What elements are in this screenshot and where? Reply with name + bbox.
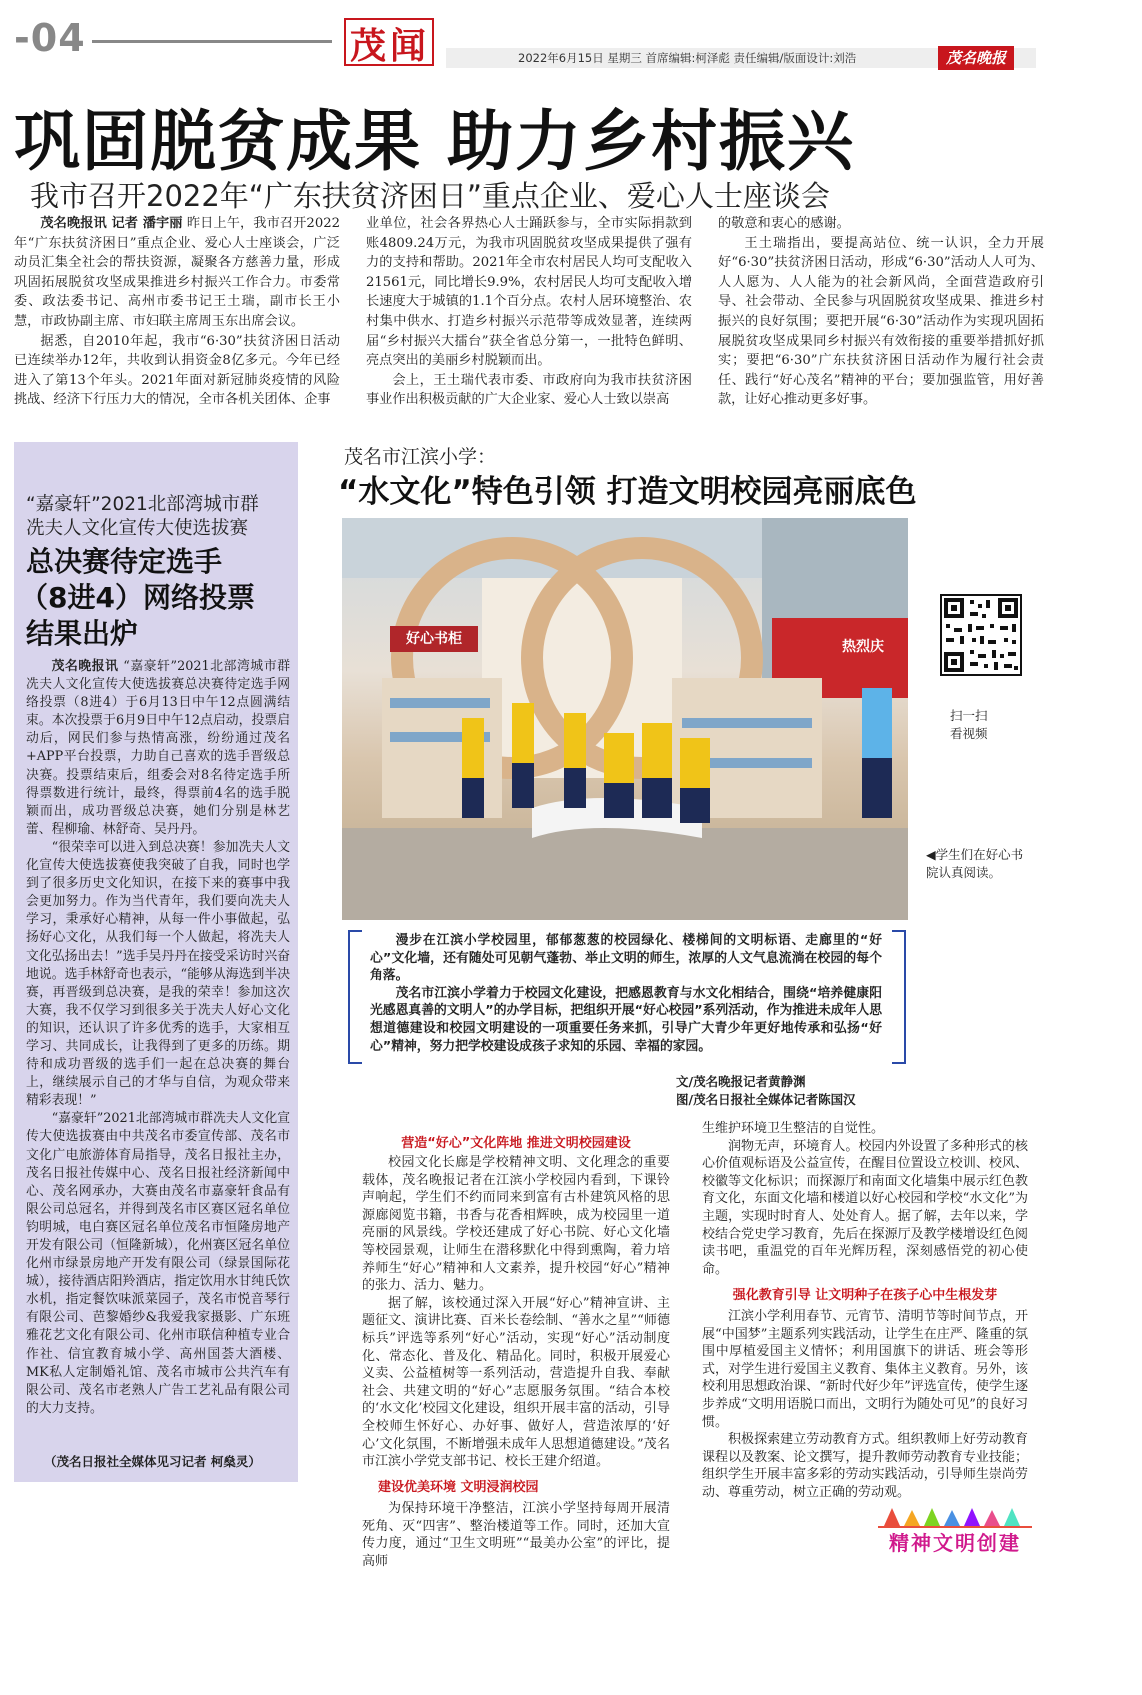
sidebar-lead-in: 茂名晚报讯 <box>51 659 119 674</box>
feature-column-b-1 <box>702 1120 1028 1278</box>
photo-caption: ◀学生们在好心书院认真阅读。 <box>926 847 1024 880</box>
dateline: 2022年6月15日 星期三 首席编辑:柯泽彪 责任编辑/版面设计:刘浩 <box>518 51 857 65</box>
lead-col1-p2: 据悉，自2010年起，我市“6·30”扶贫济困日活动已连续举办12年，共收到认捐资金8亿多元。今年已经进入了第13个年头。2021年面对新冠肺炎疫情的风险挑战、经济下行压力大的情况，全市各机关团体、企事 <box>14 333 340 408</box>
lead-column-2 <box>366 214 693 408</box>
feature-colB-p1: 生维护环境卫生整洁的自觉性。 <box>702 1121 885 1136</box>
qr-label-1: 扫一扫 <box>950 708 988 723</box>
stamp-text: 精神文明创建 <box>878 1526 1032 1556</box>
lead-column-1 <box>14 214 340 408</box>
feature-colB-p3: 江滨小学利用春节、元宵节、清明节等时间节点，开展“中国梦”主题系列实践活动，让学生在庄严、隆重的氛围中厚植爱国主义情怀；利用国旗下的讲话、班会等形式，对学生进行爱国主义教育、集体主义教育。另外，该校利用思想政治课、“新时代好少年”评选宣传，使学生逐步养成“文明用语脱口而出，文明行为随处可见”的良好习惯。 <box>702 1309 1028 1430</box>
sidebar-title-1: 总决赛待定选手 <box>26 545 223 578</box>
photo-sign: 好心书柜 <box>390 626 478 652</box>
feature-colB-p2: 润物无声，环境育人。校园内外设置了多种形式的核心价值观标语及公益宣传，在醒目位置设立校训、校风、校徽等文化标识；而探源厅和南面文化墙集中展示红色教育文化，东面文化墙和楼道以好心校园和学校“水文化”为主题，实现时时育人、处处育人。据了解，去年以来，学校结合党史学习教育，先后在探源厅及教学楼增设红色阅读书吧，重温党的百年光辉历程，深刻感悟党的初心使命。 <box>702 1138 1028 1277</box>
header-rule-left <box>92 40 332 43</box>
intro-box-bracket-right <box>892 930 906 1064</box>
sidebar-body <box>26 658 290 1450</box>
sidebar-p1: “嘉豪轩”2021北部湾城市群冼夫人文化宣传大使选拔赛总决赛待定选手网络投票（8进4）于6月13日中午12点圆满结束。本次投票于6月9日中午12点启动，投票启动后，网民们参与热情高涨，纷纷通过茂名+APP平台投票，力助自己喜欢的选手晋级总决赛。投票结束后，组委会对8名待定选手所得票数进行统计，最终，得票前4名的选手脱颖而出，成功晋级总决赛，她们分别是林艺蕾、程柳瑜、林舒奇、吴丹丹。 <box>26 659 291 837</box>
lead-col3-p2: 王土瑞指出，要提高站位、统一认识，全力开展好“6·30”扶贫济困日活动，形成“6·30”活动人人可为、人人愿为、人人能为的社会新风尚，全面营造政府引导、社会带动、全民参与巩固脱贫攻坚成果、推进乡村振兴的良好氛围；要把开展“6·30”活动作为实现巩固拓展脱贫攻坚成果同乡村振兴有效衔接的重要举措抓好抓实；要把“6·30”广东扶贫济困日活动作为履行社会责任、践行“好心茂名”精神的平台；要加强监管，用好善款，让好心推动更多好事。 <box>718 235 1044 408</box>
paper-name-logo: 茂名晚报 <box>938 46 1014 70</box>
feature-colA-p2: 据了解，该校通过深入开展“好心”精神宣讲、主题征文、演讲比赛、百米长卷绘制、“善水之星”“师德标兵”评选等系列“好心”活动，实现“好心”活动制度化、常态化、普及化、精品化。同时，积极开展爱心义卖、公益植树等一系列活动，营造提升自我、奉献社会、共建文明的“好心”志愿服务氛围。“结合本校的‘水文化’校园文化建设，组织开展丰富的活动，引导全校师生怀好心、办好事、做好人，营造浓厚的‘好心’文化氛围，不断增强未成年人思想道德建设。”茂名市江滨小学党支部书记、校长王建介绍道。 <box>362 1295 670 1470</box>
feature-colB-p4: 积极探索建立劳动教育方式。组织教师上好劳动教育课程以及教案、论文撰写，提升教师劳动教育专业技能；组织学生开展丰富多彩的劳动实践活动，引导师生崇尚劳动、尊重劳动，树立正确的劳动观。 <box>702 1432 1028 1500</box>
feature-column-a-1 <box>362 1154 670 1470</box>
photo-banner: 热烈庆 <box>842 639 884 655</box>
feature-column-b-2 <box>702 1308 1028 1520</box>
sidebar-title-2: （8进4）网络投票 <box>20 581 255 614</box>
qr-code-icon[interactable] <box>940 594 1022 676</box>
intro-p1: 漫步在江滨小学校园里，郁郁葱葱的校园绿化、楼梯间的文明标语、走廊里的“好心”文化墙，还有随处可见朝气蓬勃、举止文明的师生，浓厚的人文气息流淌在校园的每个角落。 <box>370 933 882 984</box>
sidebar-p3: “嘉豪轩”2021北部湾城市群冼夫人文化宣传大使选拔赛由中共茂名市委宣传部、茂名市文化广电旅游体育局指导，茂名日报社主办，茂名日报社传媒中心、茂名日报社经济新闻中心、茂名网承办，大赛由茂名市嘉豪轩食品有限公司总冠名，并得到茂名市区赛区冠名单位钧明城，电白赛区冠名单位茂名市恒隆房地产开发有限公司（恒隆新城），化州赛区冠名单位化州市绿景房地产开发有限公司（绿景国际花城），接待酒店阳羚酒店，指定饮用水甘纯氏饮水机，指定餐饮味派菜园子，茂名市悦音琴行有限公司、芭黎婚纱&我爱我家摄影、广东班雅花艺文化有限公司、化州市联信种植专业合作社、信宜教育城小学、高州国荟大酒楼、MK私人定制婚礼馆、茂名市城市公共汽车有限公司、茂名市老熟人广告工艺礼品有限公司的大力支持。 <box>26 1111 290 1416</box>
lead-headline: 巩固脱贫成果 助力乡村振兴 <box>14 103 855 180</box>
stamp-pencils <box>878 1506 1032 1526</box>
lead-col1-text: 昨日上午，我市召开2022年“广东扶贫济困日”重点企业、爱心人士座谈会，广泛动员汇集全社会的帮扶资源，凝聚各方慈善力量，形成巩固拓展脱贫攻坚成果推进乡村振兴工作合力。市委常委、政法委书记、高州市委书记王土瑞，副市长王小慧，市政协副主席、市妇联主席周玉东出席会议。 <box>14 216 340 329</box>
library-scene-illustration <box>342 518 908 920</box>
sidebar-credit: （茂名日报社全媒体见习记者 柯燊灵） <box>44 1454 261 1469</box>
feature-column-a-2 <box>362 1500 670 1569</box>
intro-p2: 茂名市江滨小学着力于校园文化建设，把感恩教育与水文化相结合，围绕“培养健康阳光感恩真善的文明人”的办学目标，把组织开展“好心校园”系列活动，作为推进未成年人思想道德建设和校园文明建设的一项重要任务来抓，引导广大青少年更好地传承和弘扬“好心”精神，努力把学校建设成孩子求知的乐园、幸福的家园。 <box>370 985 882 1054</box>
sidebar-p2: “很荣幸可以进入到总决赛！参加冼夫人文化宣传大使选拔赛使我突破了自我，同时也学到了很多历史文化知识，在接下来的赛事中我会更加努力。作为当代青年，我们要向冼夫人学习，秉承好心精神，从每一件小事做起，弘扬好心文化，从我们每一个人做起，将冼夫人文化弘扬出去！”选手吴丹丹在接受采访时兴奋地说。选手林舒奇也表示，“能够从海选到半决赛，再晋级到总决赛，是我的荣幸！参加这次大赛，我不仅学习到很多关于冼夫人好心文化的知识，还认识了许多优秀的选手，大家相互学习、共同成长，让我得到了更多的历练。期待和成功晋级的选手们一起在总决赛的舞台上，继续展示自己的才华与自信，为观众带来精彩表现！” <box>26 839 290 1109</box>
sidebar-title-3: 结果出炉 <box>26 617 139 650</box>
feature-subhead-2: 建设优美环境 文明浸润校园 <box>378 1480 539 1495</box>
lead-col2-p2: 会上，王土瑞代表市委、市政府向为我市扶贫济困事业作出积极贡献的广大企业家、爱心人士致以崇高 <box>366 372 692 408</box>
feature-headline: “水文化”特色引领 打造文明校园亮丽底色 <box>338 474 917 510</box>
feature-photo <box>342 518 908 920</box>
feature-subhead-1: 营造“好心”文化阵地 推进文明校园建设 <box>401 1136 631 1151</box>
lead-column-3 <box>718 214 1044 408</box>
feature-kicker: 茂名市江滨小学： <box>344 446 497 468</box>
feature-colA-p3: 为保持环境干净整洁，江滨小学坚持每周开展清死角、灭“四害”、整治楼道等工作。同时，还加大宣传力度，通过“卫生文明班”“最美办公室”的评比，提高师 <box>362 1501 670 1569</box>
feature-colA-p1: 校园文化长廊是学校精神文明、文化理念的重要载体，茂名晚报记者在江滨小学校园内看到，下课铃声响起，学生们不约而同来到富有古朴建筑风格的思源廊阅览书籍，书香与花香相辉映，成为校园里一道亮丽的风景线。学校还建成了好心书院、好心文化墙等校园景观，让师生在潜移默化中得到熏陶，着力培养师生“好心”精神和人文素养，提升校园“好心”精神的张力、活力、魅力。 <box>362 1155 670 1294</box>
page-number: -04 <box>14 16 86 60</box>
lead-col3-text: 的敬意和衷心的感谢。 <box>718 216 850 231</box>
feature-subhead-3: 强化教育引导 让文明种子在孩子心中生根发芽 <box>732 1288 998 1303</box>
sidebar-kicker-1: “嘉豪轩”2021北部湾城市群 <box>26 494 259 515</box>
section-title: 茂闻 <box>350 25 431 67</box>
civilization-stamp-logo <box>878 1506 1032 1558</box>
lead-byline: 茂名晚报讯 记者 潘宇丽 <box>40 216 183 231</box>
intro-box-bracket <box>348 930 362 1064</box>
sidebar-kicker-2: 冼夫人文化宣传大使选拔赛 <box>26 518 249 539</box>
lead-col2-text: 业单位，社会各界热心人士踊跃参与，全市实际捐款到账4809.24万元，为我市巩固脱贫攻坚成果提供了强有力的支持和帮助。2021年全市农村居民人均可支配收入21561元，同比增长9.9%，农村居民人均可支配收入增长速度大于城镇的1.1个百分点。农村人居环境整治、农村集中供水、打造乡村振兴示范带等成效显著，连续两届“乡村振兴大擂台”获全省总分第一，一批特色鲜明、亮点突出的美丽乡村脱颖而出。 <box>366 216 693 369</box>
author-credit-2: 图/茂名日报社全媒体记者陈国汉 <box>676 1092 856 1107</box>
qr-label-2: 看视频 <box>950 726 988 741</box>
intro-text <box>370 932 882 1062</box>
lead-subhead: 我市召开2022年“广东扶贫济困日”重点企业、爱心人士座谈会 <box>30 179 830 213</box>
qr-pattern <box>942 596 1020 674</box>
author-credit-1: 文/茂名晚报记者黄静渊 <box>676 1074 806 1089</box>
